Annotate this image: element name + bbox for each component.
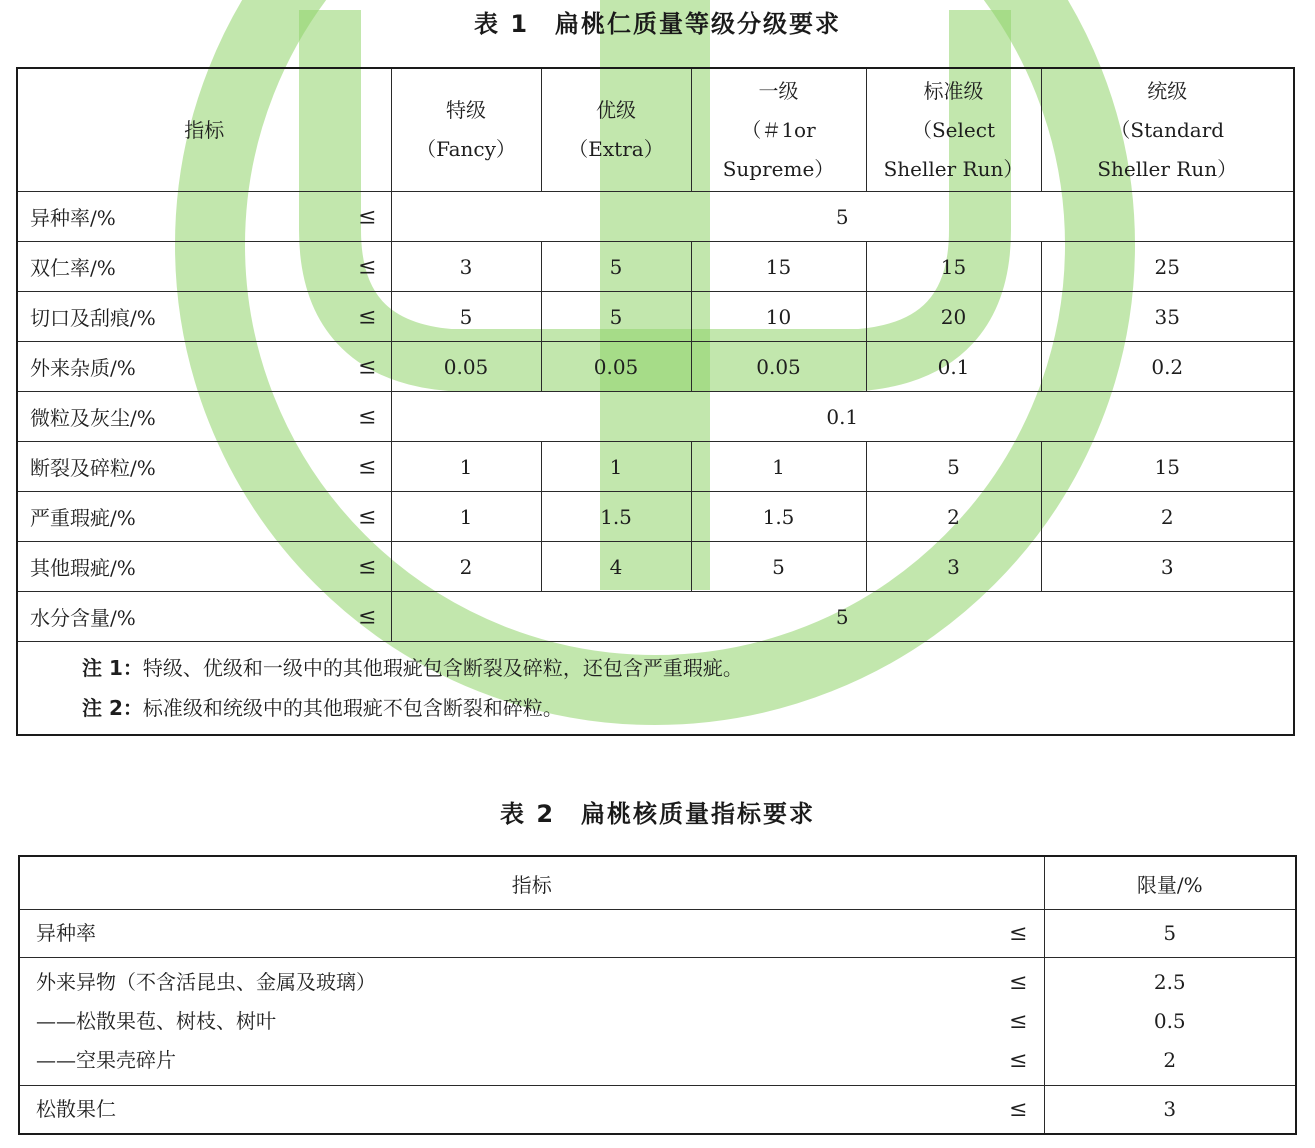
value-cell: 0.1 (866, 342, 1041, 392)
row-label-cell (19, 1086, 1044, 1135)
row-label: 切口及刮痕/% (30, 306, 156, 330)
limit-value: 0.5 (1153, 1009, 1186, 1033)
limit-value: 2.5 (1153, 970, 1186, 994)
table-row (19, 958, 1296, 1086)
row-label-cell (17, 542, 391, 592)
value-cell: 15 (866, 242, 1041, 292)
row-label-text: 松散果仁 (36, 1097, 116, 1121)
value-cell: 2 (866, 492, 1041, 542)
row-label: 其他瑕疵/% (30, 556, 136, 580)
indicator-header: 指标 (19, 856, 1044, 910)
row-label: 微粒及灰尘/% (30, 406, 156, 430)
table-row (17, 292, 1294, 342)
table-row (17, 392, 1294, 442)
value-cell: 0.05 (391, 342, 541, 392)
value-cell: 1 (541, 442, 691, 492)
value-cell: 15 (1041, 442, 1294, 492)
table2-caption: 表 2 扁桃核质量指标要求 (499, 800, 816, 828)
grade-header (541, 68, 691, 192)
value-cell: 5 (541, 242, 691, 292)
limit-value: 3 (1163, 1097, 1177, 1121)
leq-symbol: ≤ (358, 354, 377, 379)
value-cell: 1.5 (691, 492, 866, 542)
notes-row (17, 642, 1294, 736)
limit-value: 5 (1163, 921, 1177, 945)
value-cell: 15 (691, 242, 866, 292)
leq-symbol: ≤ (1009, 970, 1028, 995)
row-label-text: 外来异物（不含活昆虫、金属及玻璃） (36, 970, 376, 994)
row-label-cell (17, 342, 391, 392)
leq-symbol: ≤ (358, 554, 377, 579)
grade-header-line: 一级 (758, 78, 799, 103)
leq-symbol: ≤ (1009, 1048, 1028, 1073)
grade-header-line: 特级 (446, 98, 486, 122)
value-cell: 20 (866, 292, 1041, 342)
row-label (36, 1041, 1044, 1080)
grade-header-line: （Extra） (568, 137, 664, 161)
value-cell: 0.05 (541, 342, 691, 392)
table-row (17, 192, 1294, 242)
value-cell (1044, 958, 1296, 1086)
value-cell: 5 (866, 442, 1041, 492)
row-label-cell (17, 292, 391, 342)
table-row (19, 1086, 1296, 1135)
leq-symbol: ≤ (358, 404, 377, 429)
grade-header-line: Sheller Run） (883, 156, 1024, 181)
table-row (17, 342, 1294, 392)
leq-symbol: ≤ (358, 204, 377, 229)
grade-header-line: （＃1or (741, 117, 816, 142)
grade-header-line: （Select (911, 117, 995, 142)
table-row (17, 442, 1294, 492)
grade-header-line: 统级 (1147, 78, 1188, 103)
row-label: 断裂及碎粒/% (30, 456, 156, 480)
value-cell: 5 (391, 292, 541, 342)
grade-header-line: （Standard (1110, 117, 1225, 142)
value-cell: 5 (691, 542, 866, 592)
indicator-header: 指标 (17, 68, 391, 192)
table-row (19, 910, 1296, 958)
grade-header (391, 68, 541, 192)
notes-cell (17, 642, 1294, 736)
leq-symbol: ≤ (1009, 1097, 1028, 1122)
row-label (36, 914, 1044, 953)
grade-header-line: Sheller Run） (1097, 156, 1238, 181)
row-label (36, 1002, 1044, 1041)
merged-value-cell: 0.1 (391, 392, 1294, 442)
table1-caption: 表 1 扁桃仁质量等级分级要求 (473, 10, 842, 38)
table-row (17, 592, 1294, 642)
row-label: 双仁率/% (30, 256, 116, 280)
note-tag: 注 1： (82, 656, 143, 680)
value-cell: 3 (1041, 542, 1294, 592)
row-label: 严重瑕疵/% (30, 506, 136, 530)
row-label-cell (17, 192, 391, 242)
kernel-grade-table (16, 67, 1295, 736)
row-label-text: 异种率 (36, 921, 96, 945)
value-cell: 5 (541, 292, 691, 342)
row-label (36, 963, 1044, 1002)
note-line (82, 648, 1293, 688)
grade-header-line: 优级 (596, 98, 636, 122)
value-cell: 10 (691, 292, 866, 342)
row-label-text: ——空果壳碎片 (36, 1048, 176, 1072)
merged-value-cell: 5 (391, 192, 1294, 242)
row-label: 水分含量/% (30, 606, 136, 630)
table-row (17, 242, 1294, 292)
table1-header-row (17, 68, 1294, 192)
leq-symbol: ≤ (358, 504, 377, 529)
leq-symbol: ≤ (358, 454, 377, 479)
row-label (36, 1090, 1044, 1129)
value-cell: 3 (866, 542, 1041, 592)
nut-quality-table (18, 855, 1297, 1135)
note-text: 特级、优级和一级中的其他瑕疵包含断裂及碎粒，还包含严重瑕疵。 (142, 656, 743, 680)
grade-header-line: （Fancy） (416, 137, 516, 161)
grade-header (691, 68, 866, 192)
value-cell: 3 (391, 242, 541, 292)
value-cell: 35 (1041, 292, 1294, 342)
row-label-cell (17, 392, 391, 442)
table2-body (19, 910, 1296, 1135)
value-cell: 2 (1041, 492, 1294, 542)
value-cell: 2 (391, 542, 541, 592)
value-cell: 1.5 (541, 492, 691, 542)
row-label-cell (17, 442, 391, 492)
row-label-cell (17, 242, 391, 292)
value-cell: 1 (691, 442, 866, 492)
row-label-cell (17, 492, 391, 542)
value-cell: 1 (391, 442, 541, 492)
value-cell (1044, 910, 1296, 958)
grade-header-line: Supreme） (722, 156, 835, 181)
merged-value-cell: 5 (391, 592, 1294, 642)
row-label: 外来杂质/% (30, 356, 136, 380)
table-row (17, 492, 1294, 542)
row-label-cell (19, 958, 1044, 1086)
value-cell (1044, 1086, 1296, 1135)
leq-symbol: ≤ (1009, 1009, 1028, 1034)
value-cell: 0.2 (1041, 342, 1294, 392)
leq-symbol: ≤ (358, 604, 377, 629)
row-label-cell (17, 592, 391, 642)
table-row (17, 542, 1294, 592)
grade-header-line: 标准级 (923, 78, 984, 103)
leq-symbol: ≤ (358, 304, 377, 329)
row-label-cell (19, 910, 1044, 958)
note-line (82, 688, 1293, 728)
value-cell: 4 (541, 542, 691, 592)
value-cell: 1 (391, 492, 541, 542)
row-label: 异种率/% (30, 206, 116, 230)
value-cell: 25 (1041, 242, 1294, 292)
grade-header (866, 68, 1041, 192)
table2-header-row (19, 856, 1296, 910)
note-text: 标准级和统级中的其他瑕疵不包含断裂和碎粒。 (142, 696, 563, 720)
limit-header: 限量/% (1044, 856, 1296, 910)
grade-header (1041, 68, 1294, 192)
table1-body (17, 192, 1294, 736)
note-tag: 注 2： (82, 696, 143, 720)
leq-symbol: ≤ (1009, 921, 1028, 946)
leq-symbol: ≤ (358, 254, 377, 279)
row-label-text: ——松散果苞、树枝、树叶 (36, 1009, 276, 1033)
value-cell: 0.05 (691, 342, 866, 392)
limit-value: 2 (1163, 1048, 1177, 1072)
